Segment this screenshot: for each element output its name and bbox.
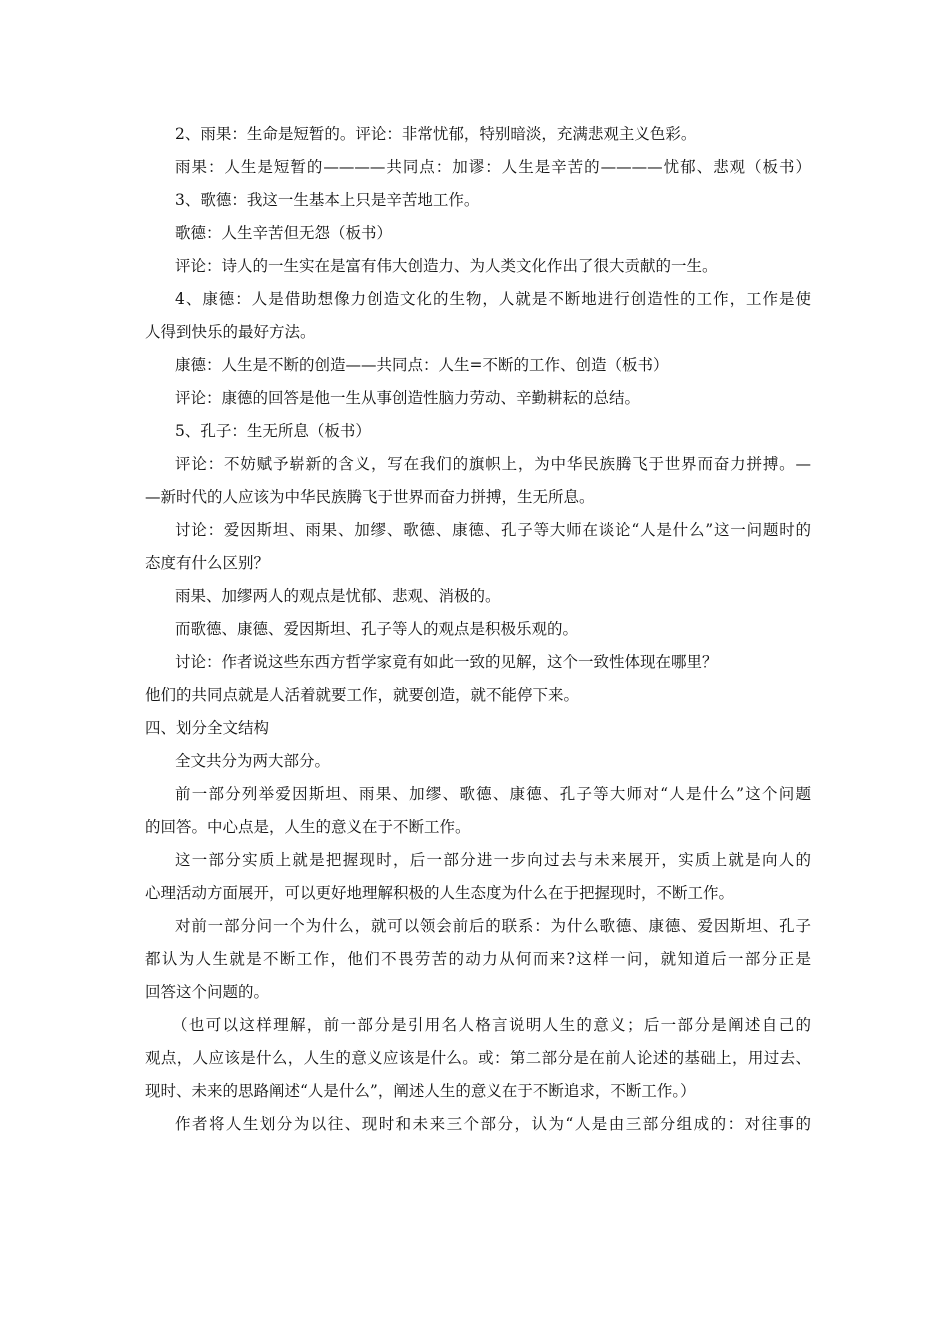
paragraph-confucius-comment-line1: 评论：不妨赋予崭新的含义，写在我们的旗帜上，为中华民族腾飞于世界而奋力拼搏。— (175, 455, 811, 473)
paragraph-discussion1-line1: 讨论：爱因斯坦、雨果、加缪、歌德、康德、孔子等大师在谈论“人是什么”这一问题时的 (175, 521, 811, 539)
paragraph-alternative-line1: （也可以这样理解，前一部分是引用名人格言说明人生的意义；后一部分是阐述自己的 (172, 1016, 811, 1034)
paragraph-goethe-quote: 3、歌德：我这一生基本上只是辛苦地工作。 (175, 191, 480, 209)
paragraph-hugo-quote: 2、雨果：生命是短暂的。评论：非常忧郁，特别暗淡，充满悲观主义色彩。 (175, 125, 697, 143)
paragraph-confucius-comment-line2: —新时代的人应该为中华民族腾飞于世界而奋力拼搏，生无所息。 (145, 488, 595, 506)
paragraph-optimistic-views: 而歌德、康德、爱因斯坦、孔子等人的观点是积极乐观的。 (175, 620, 579, 638)
paragraph-why-line2: 都认为人生就是不断工作，他们不畏劳苦的动力从何而来?这样一问，就知道后一部分正是 (145, 950, 811, 968)
section-heading-structure: 四、划分全文结构 (145, 719, 270, 737)
paragraph-kant-quote-line2: 人得到快乐的最好方法。 (145, 323, 316, 341)
paragraph-kant-comment: 评论：康德的回答是他一生从事创造性脑力劳动、辛勤耕耘的总结。 (175, 389, 641, 407)
paragraph-present-line1: 这一部分实质上就是把握现时，后一部分进一步向过去与未来展开，实质上就是向人的 (175, 851, 811, 869)
paragraph-why-line1: 对前一部分问一个为什么，就可以领会前后的联系：为什么歌德、康德、爱因斯坦、孔子 (175, 917, 811, 935)
paragraph-goethe-summary: 歌德：人生辛苦但无怨（板书） (175, 224, 393, 242)
paragraph-present-line2: 心理活动方面展开，可以更好地理解积极的人生态度为什么在于把握现时，不断工作。 (145, 884, 735, 902)
paragraph-confucius-quote: 5、孔子：生无所息（板书） (175, 422, 371, 440)
paragraph-discussion2: 讨论：作者说这些东西方哲学家竟有如此一致的见解，这个一致性体现在哪里？ (175, 653, 718, 671)
paragraph-kant-summary: 康德：人生是不断的创造——共同点：人生=不断的工作、创造（板书） (175, 356, 669, 374)
paragraph-hugo-summary: 雨果：人生是短暂的————共同点：加谬：人生是辛苦的————忧郁、悲观（板书） (175, 158, 811, 176)
paragraph-three-parts: 作者将人生划分为以往、现时和未来三个部分，认为“人是由三部分组成的：对往事的 (175, 1115, 811, 1133)
paragraph-alternative-line3: 现时、未来的思路阐述“人是什么”，阐述人生的意义在于不断追求，不断工作。） (145, 1082, 696, 1100)
paragraph-discussion1-line2: 态度有什么区别？ (145, 554, 270, 572)
paragraph-two-parts: 全文共分为两大部分。 (175, 752, 331, 770)
paragraph-pessimistic-views: 雨果、加缪两人的观点是忧郁、悲观、消极的。 (175, 587, 501, 605)
paragraph-first-part-line1: 前一部分列举爱因斯坦、雨果、加缪、歌德、康德、孔子等大师对“人是什么”这个问题 (175, 785, 811, 803)
paragraph-why-line3: 回答这个问题的。 (145, 983, 270, 1001)
paragraph-alternative-line2: 观点，人应该是什么，人生的意义应该是什么。或：第二部分是在前人论述的基础上，用过去、 (145, 1049, 811, 1067)
paragraph-kant-quote-line1: 4、康德：人是借助想像力创造文化的生物，人就是不断地进行创造性的工作，工作是使 (175, 290, 811, 308)
document-body (145, 118, 811, 1141)
paragraph-goethe-comment: 评论：诗人的一生实在是富有伟大创造力、为人类文化作出了很大贡献的一生。 (175, 257, 718, 275)
paragraph-first-part-line2: 的回答。中心点是，人生的意义在于不断工作。 (145, 818, 471, 836)
paragraph-common-point: 他们的共同点就是人活着就要工作，就要创造，就不能停下来。 (145, 686, 580, 704)
